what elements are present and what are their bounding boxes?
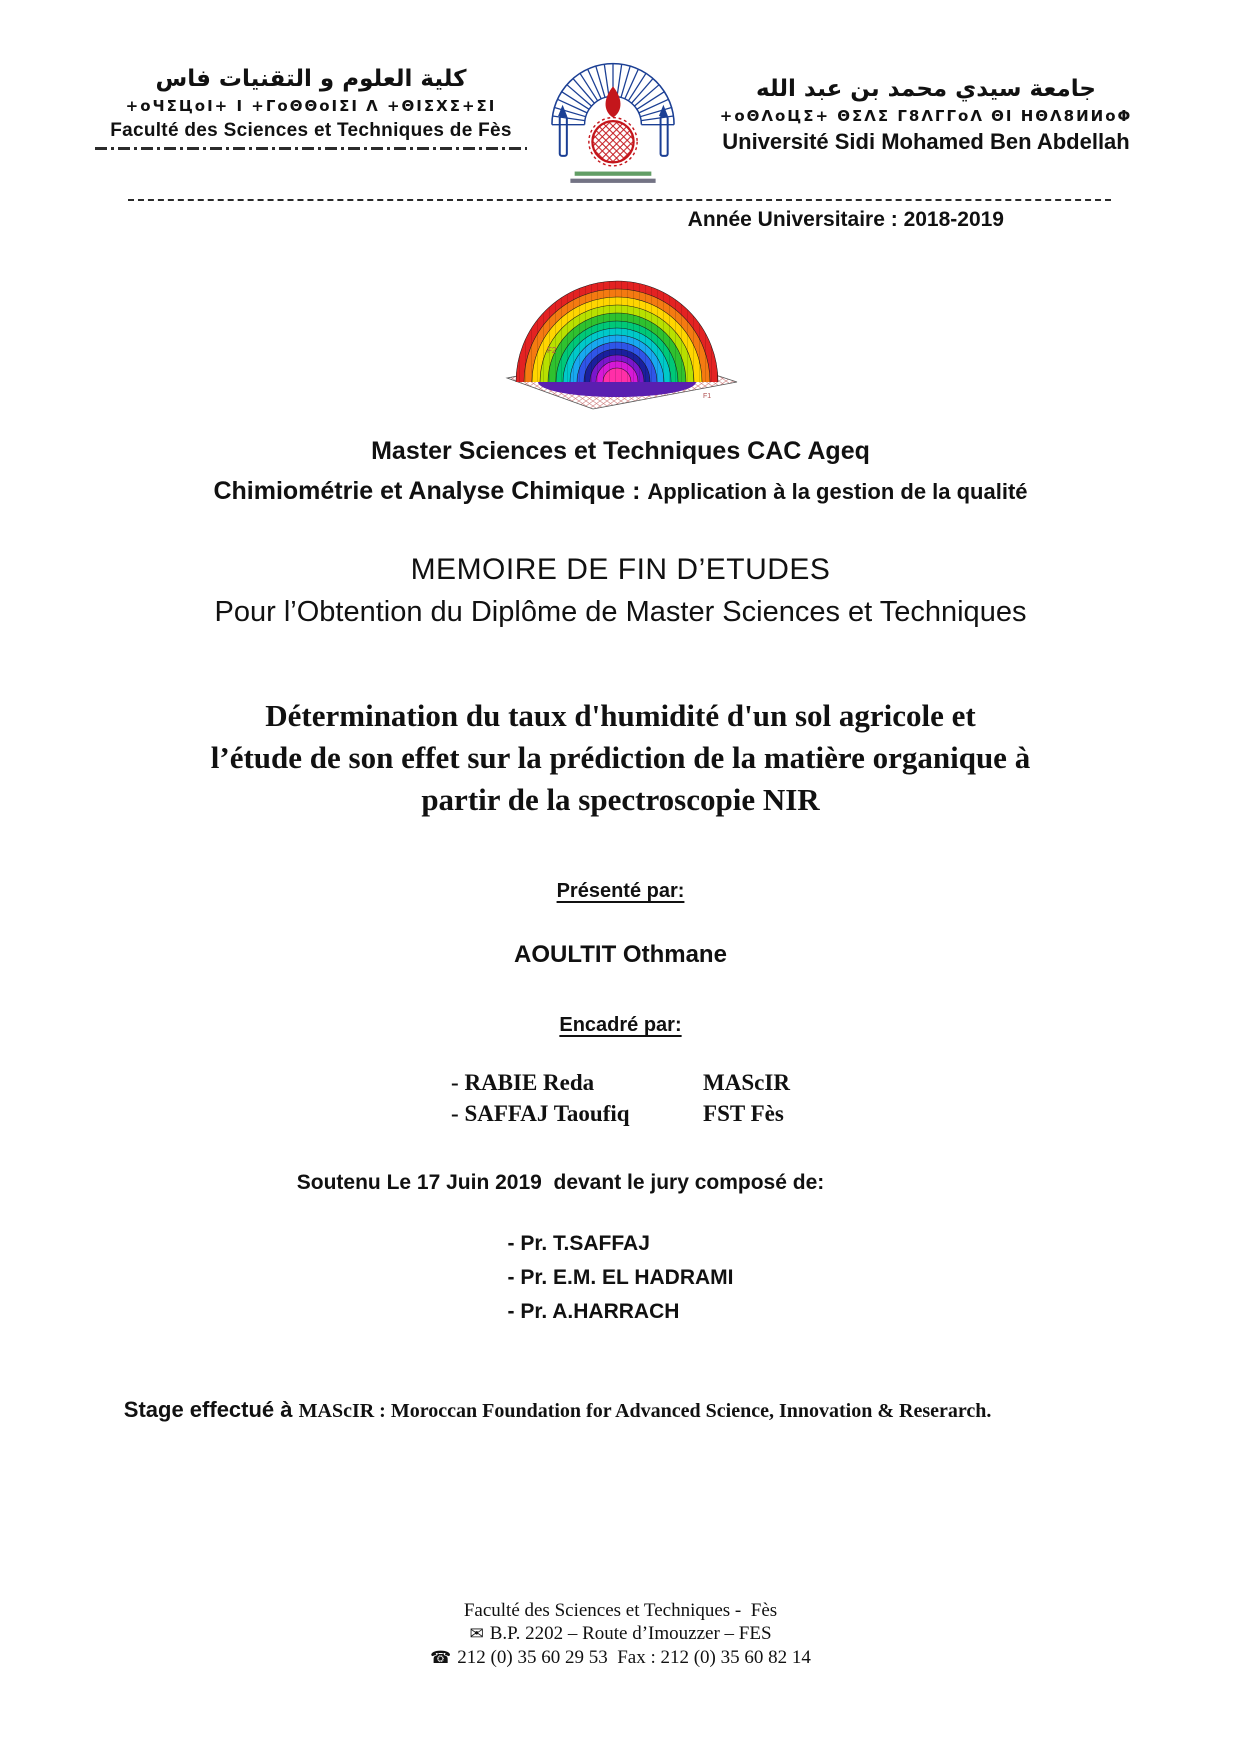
university-seal-icon [534, 48, 692, 190]
faculty-name-french: Faculté des Sciences et Techniques de Fès [110, 120, 512, 141]
internship-line [0, 1365, 1241, 1458]
jury-block [0, 1227, 1241, 1329]
logo-caption-row [570, 179, 655, 183]
footer-phone-line [0, 1646, 1241, 1670]
thesis-title-line: partir de la spectroscopie NIR [421, 782, 820, 817]
plot-axis-label-f2: F2 [546, 346, 556, 355]
jury-member: - Pr. A.HARRACH [507, 1300, 680, 1323]
diploma-line: Pour l’Obtention du Diplôme de Master Sciences et Techniques [214, 596, 1027, 628]
dash-dot-rule [95, 147, 527, 150]
memoire-heading: MEMOIRE DE FIN D’ETUDES [410, 553, 831, 586]
plot-axis-label-f1: F1 [702, 393, 711, 400]
presented-by-heading: Présenté par: [556, 880, 685, 902]
university-name-tifinagh: +oΘΛoЦΣ+ ΘΣΛΣ Γ8ΛΓΓoΛ ΘΙ ΗΘΛ8ИИoΦ [719, 107, 1133, 125]
dashed-separator [128, 199, 1111, 201]
academic-year: Année Universitaire : 2018-2019 [687, 208, 1004, 231]
footer-phones: 212 (0) 35 60 29 53 Fax : 212 (0) 35 60 82 14 [457, 1647, 811, 1668]
telephone-icon: ☎ [430, 1648, 452, 1668]
advisor-affiliation: FST Fès [703, 1101, 784, 1126]
footer-address: B.P. 2202 – Route d’Imouzzer – FES [489, 1623, 772, 1644]
thesis-title-line: Détermination du taux d'humidité d'un sol agricole et [265, 698, 976, 733]
advisor-row [451, 1067, 790, 1098]
university-logo [533, 48, 693, 195]
jury-member: - Pr. T.SAFFAJ [507, 1232, 650, 1255]
footer [0, 1599, 1241, 1670]
defense-line: Soutenu Le 17 Juin 2019 devant le jury composé de: [296, 1171, 825, 1194]
advisor-name: - SAFFAJ Taoufiq [451, 1101, 630, 1126]
faculty-name-arabic: كلية العلوم و التقنيات فاس [155, 66, 467, 92]
author-name: AOULTIT Othmane [514, 941, 727, 968]
advisor-affiliation: MAScIR [703, 1070, 790, 1095]
advisor-name: - RABIE Reda [451, 1070, 595, 1095]
advisor-row [451, 1098, 790, 1129]
program-line [0, 475, 1241, 511]
thesis-title-line: l’étude de son effet sur la prédiction de la matière organique à [210, 740, 1031, 775]
program-subtitle: Application à la gestion de la qualité [647, 479, 1028, 504]
internship-place: MAScIR : Moroccan Foundation for Advanced Science, Innovation & Reserarch. [298, 1400, 992, 1422]
footer-address-line [0, 1622, 1241, 1646]
envelope-icon: ✉ [469, 1624, 484, 1644]
advisors-block [0, 1067, 1241, 1129]
program-name: Chimiométrie et Analyse Chimique : [213, 477, 648, 505]
jury-member: - Pr. E.M. EL HADRAMI [507, 1266, 734, 1289]
surface-plot-figure [0, 251, 1241, 411]
response-surface-icon [495, 251, 747, 411]
university-name-latin: Université Sidi Mohamed Ben Abdellah [722, 129, 1130, 154]
master-program-line: Master Sciences et Techniques CAC Ageq [371, 437, 870, 465]
supervised-by-heading: Encadré par: [559, 1014, 682, 1036]
footer-faculty-line: Faculté des Sciences et Techniques - Fès [463, 1600, 778, 1621]
university-block [699, 48, 1153, 156]
faculty-block [95, 48, 527, 150]
university-name-arabic: جامعة سيدي محمد بن عبد الله [756, 76, 1096, 102]
logo-caption-row [575, 172, 652, 176]
logo-torch-left [558, 105, 567, 156]
logo-torch-right [659, 105, 668, 156]
faculty-name-tifinagh: +oЧΣЦoI+ I +ΓoΘΘoIΣI Λ +ΘΙΣΧΣ+ΣΙ [125, 97, 497, 115]
internship-label: Stage effectué à [123, 1397, 299, 1422]
header [0, 0, 1241, 195]
logo-medallion [592, 121, 633, 162]
thesis-title [0, 695, 1241, 821]
